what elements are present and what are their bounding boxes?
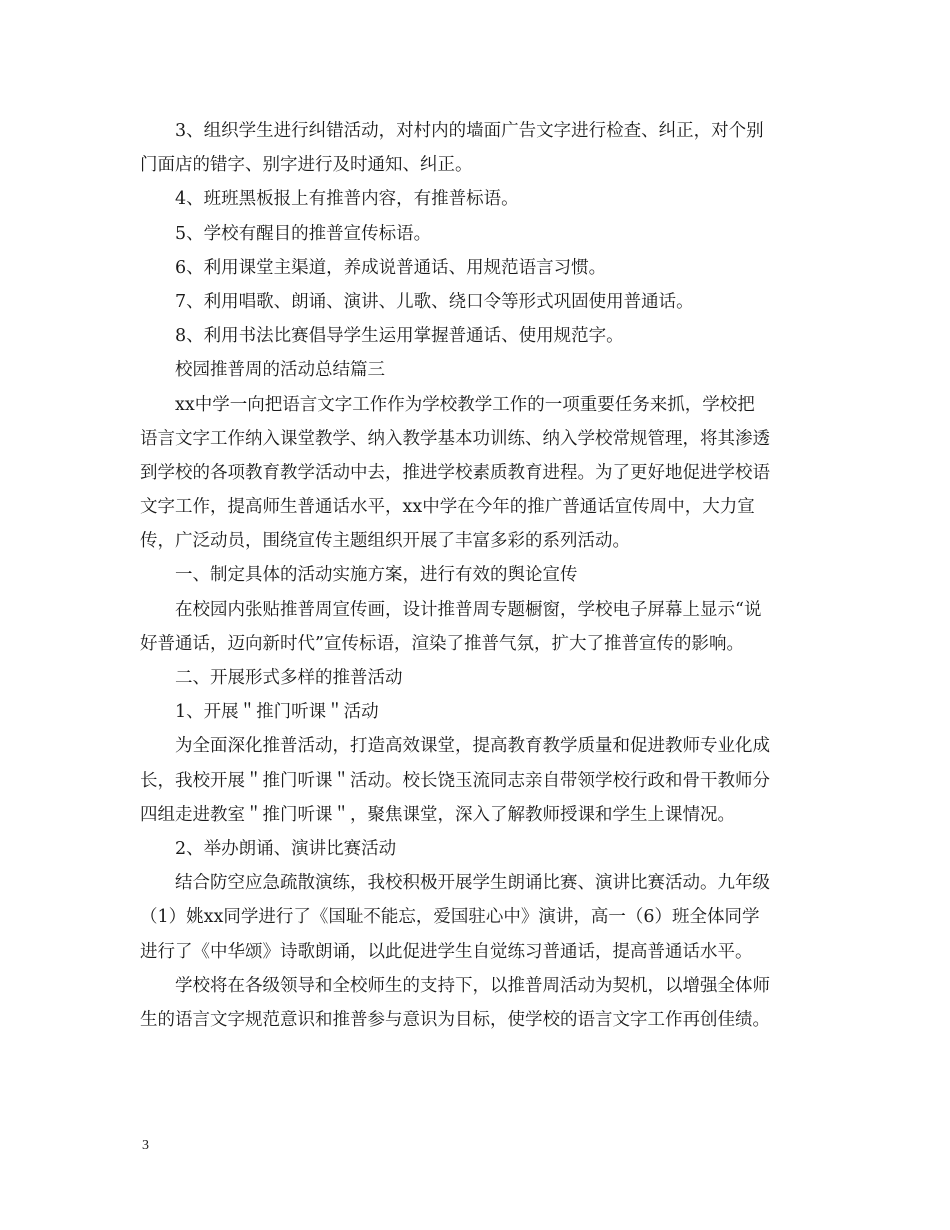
text-line: 6、利用课堂主渠道，养成说普通话、用规范语言习惯。 (175, 257, 607, 278)
text-line: 8、利用书法比赛倡导学生运用掌握普通话、使用规范字。 (175, 326, 624, 347)
text-line: 1、开展＂推门听课＂活动 (175, 702, 379, 723)
text-line: （1）姚xx同学进行了《国耻不能忘，爱国驻心中》演讲，高一（6）班全体同学 (140, 907, 760, 928)
text-line: 为全面深化推普活动，打造高效课堂，提高教育教学质量和促进教师专业化成 (175, 736, 770, 757)
text-line: 校园推普周的活动总结篇三 (175, 360, 385, 381)
text-line: 四组走进教室＂推门听课＂，聚焦课堂，深入了解教师授课和学生上课情况。 (140, 804, 735, 825)
text-line: 进行了《中华颂》诗歌朗诵，以此促进学生自觉练习普通话，提高普通话水平。 (140, 941, 753, 962)
text-line: 语言文字工作纳入课堂教学、纳入教学基本功训练、纳入学校常规管理，将其渗透 (140, 428, 770, 449)
text-line: 到学校的各项教育教学活动中去，推进学校素质教育进程。为了更好地促进学校语 (140, 462, 770, 483)
text-line: 生的语言文字规范意识和推普参与意识为目标，使学校的语言文字工作再创佳绩。 (140, 1009, 770, 1030)
text-line: 结合防空应急疏散演练，我校积极开展学生朗诵比赛、演讲比赛活动。九年级 (175, 873, 770, 894)
text-line: 二、开展形式多样的推普活动 (175, 668, 403, 688)
text-line: 4、班班黑板报上有推普内容，有推普标语。 (175, 189, 519, 210)
text-line: 门面店的错字、别字进行及时通知、纠正。 (140, 155, 473, 176)
text-line: 7、利用唱歌、朗诵、演讲、儿歌、绕口令等形式巩固使用普通话。 (175, 291, 694, 312)
text-line: 学校将在各级领导和全校师生的支持下，以推普周活动为契机，以增强全体师 (175, 975, 770, 996)
text-line: 5、学校有醒目的推普宣传标语。 (175, 223, 432, 244)
page-number: 3 (142, 1138, 149, 1153)
document-body (140, 114, 812, 1037)
text-line: 在校园内张贴推普周宣传画，设计推普周专题橱窗，学校电子屏幕上显示“说 (175, 599, 762, 620)
text-line: 传，广泛动员，围绕宣传主题组织开展了丰富多彩的系列活动。 (140, 531, 630, 552)
text-line: xx中学一向把语言文字工作作为学校教学工作的一项重要任务来抓，学校把 (175, 394, 755, 415)
text-line: 2、举办朗诵、演讲比赛活动 (175, 838, 397, 859)
text-line: 文字工作，提高师生普通话水平，xx中学在今年的推广普通话宣传周中，大力宣 (140, 497, 755, 518)
text-line: 好普通话，迈向新时代”宣传标语，渲染了推普气氛，扩大了推普宣传的影响。 (140, 633, 744, 654)
text-line: 3、组织学生进行纠错活动，对村内的墙面广告文字进行检查、纠正，对个别 (175, 121, 764, 141)
text-line: 一、制定具体的活动实施方案，进行有效的舆论宣传 (175, 565, 578, 586)
text-line: 长，我校开展＂推门听课＂活动。校长饶玉流同志亲自带领学校行政和骨干教师分 (140, 770, 770, 791)
